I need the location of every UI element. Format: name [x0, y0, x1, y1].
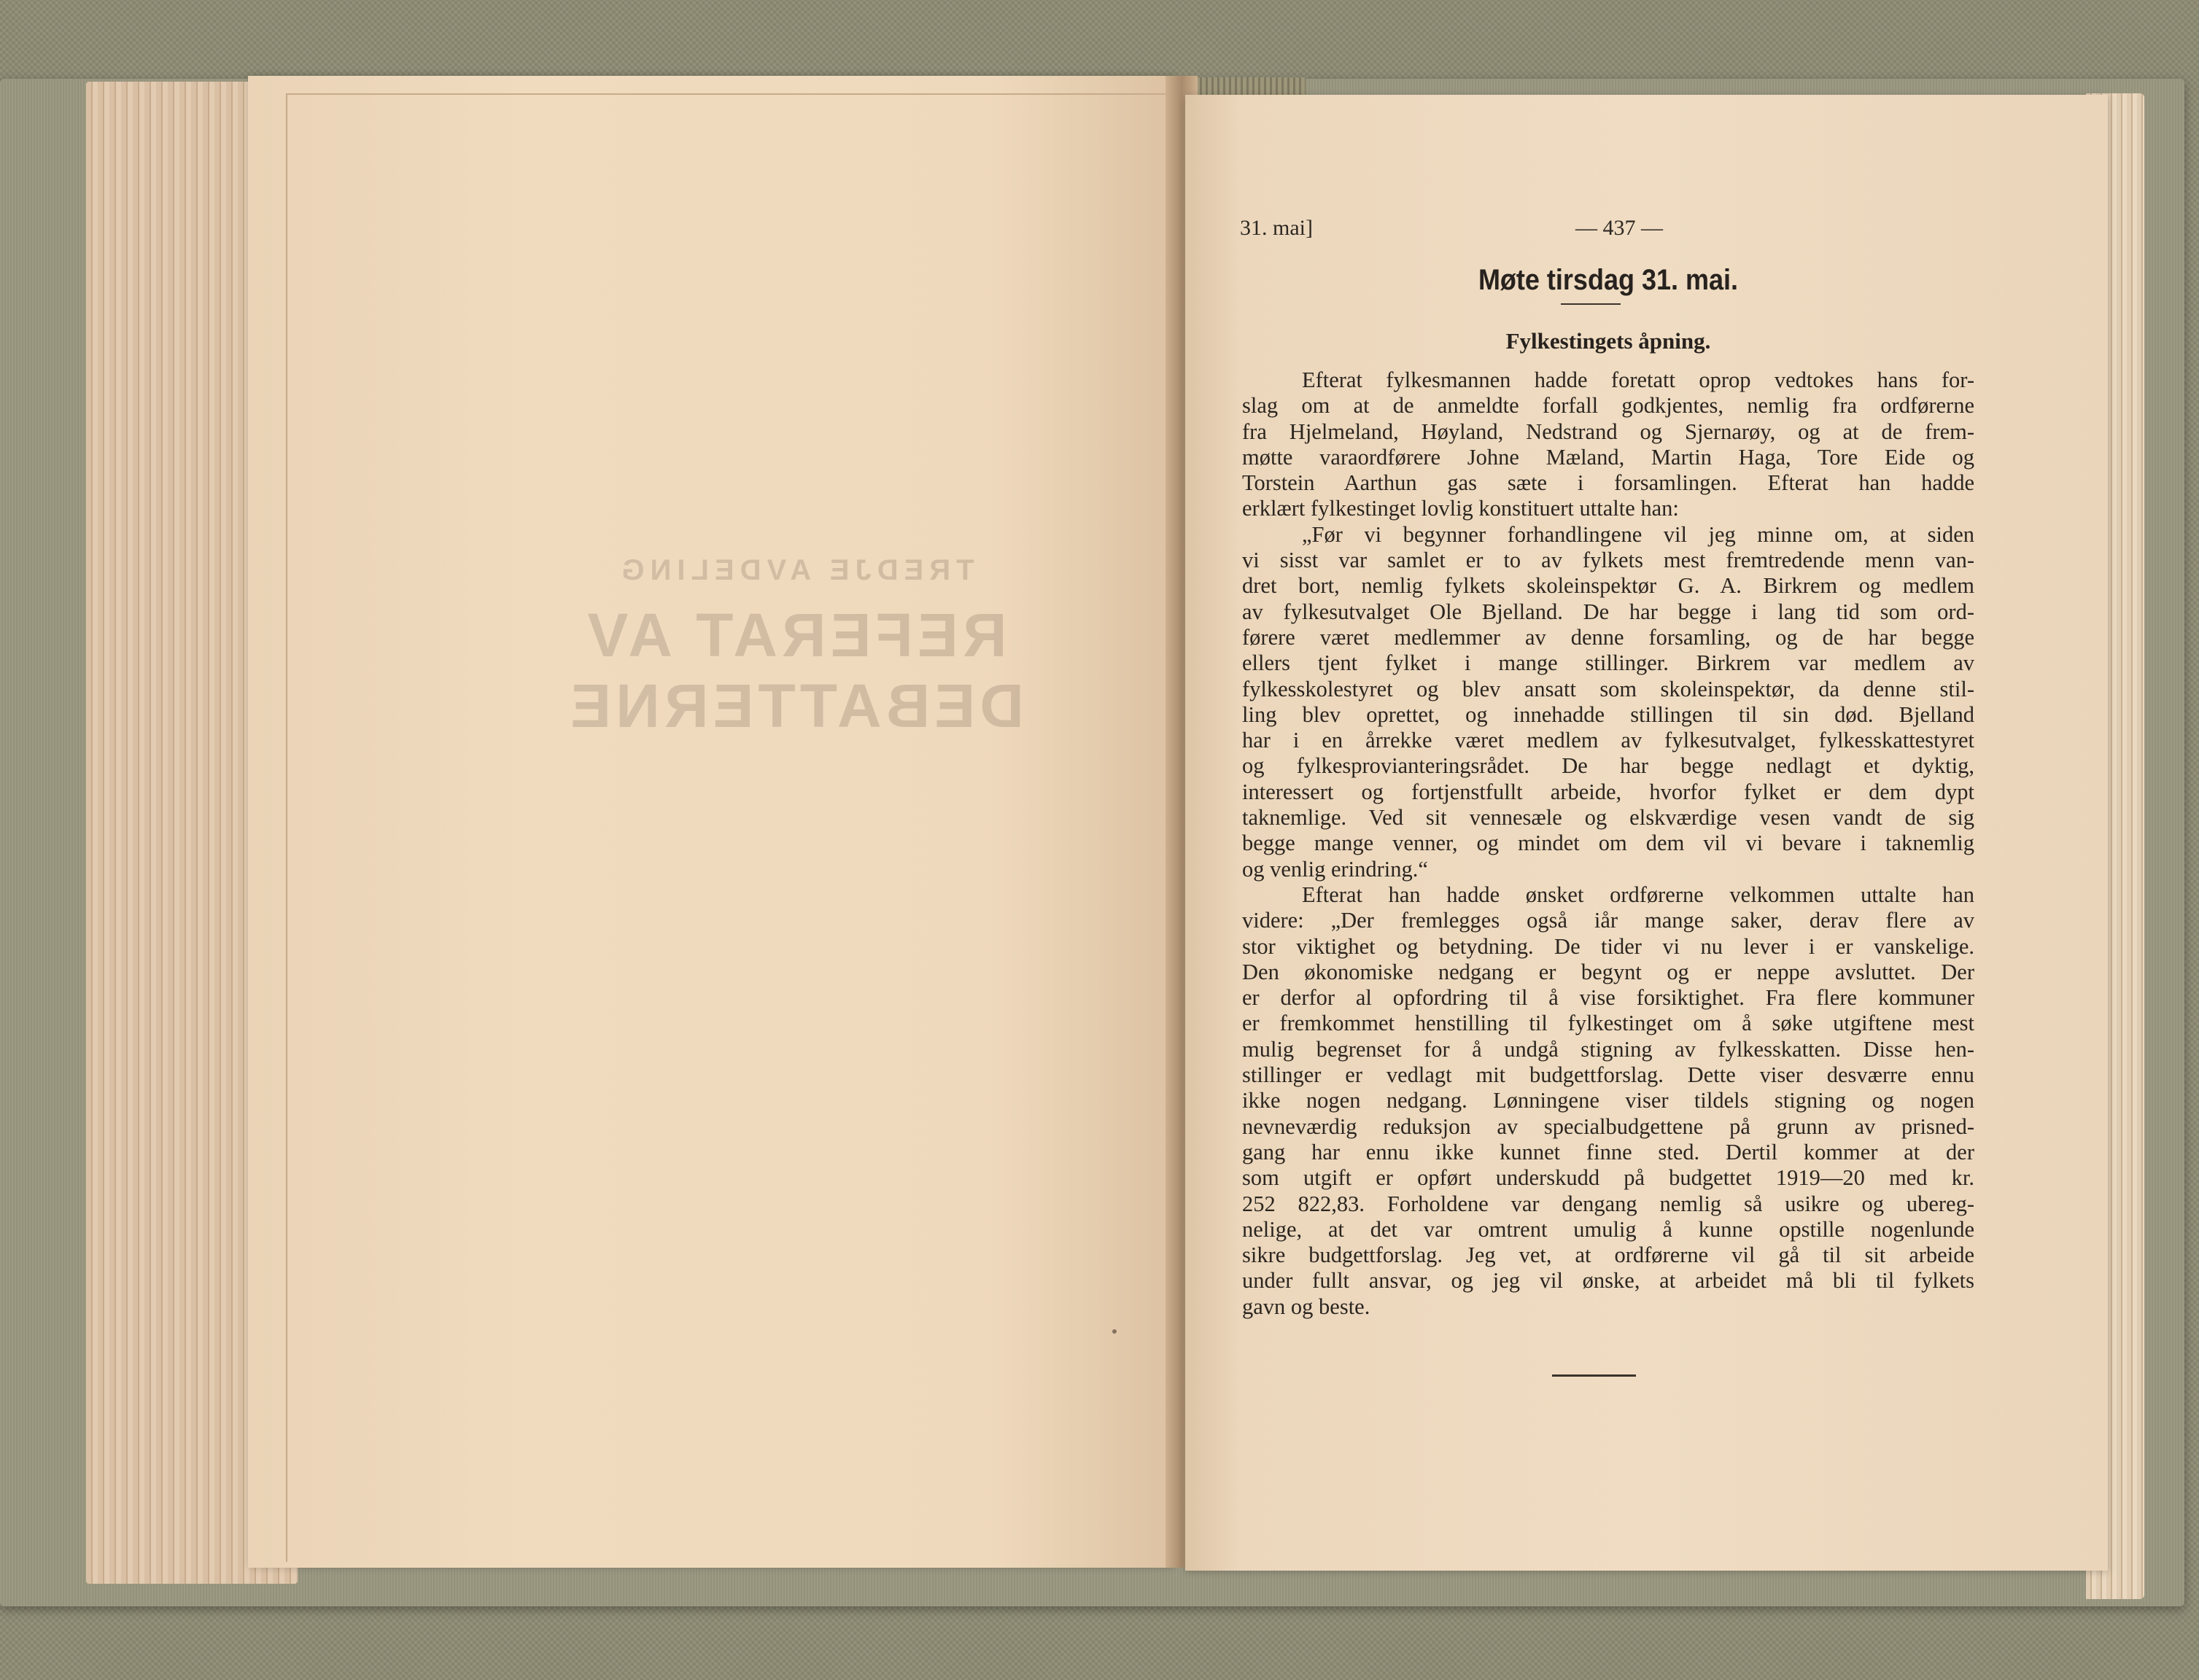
- text-line: ellers tjent fylket i mange stillinger. Birkrem var medlem av: [1242, 650, 1974, 676]
- text-line: stillinger er vedlagt mit budgettforslag. Dette viser desværre ennu: [1242, 1062, 1974, 1088]
- paragraph: [1242, 368, 1974, 522]
- running-head-date: 31. mai]: [1240, 216, 1313, 240]
- text-line: og venlig erindring.“: [1242, 856, 1428, 882]
- paragraph: [1242, 522, 1974, 882]
- text-line: og fylkesprovianteringsrådet. De har begge nedlagt et dyktig,: [1242, 753, 1974, 779]
- text-line: ikke nogen nedgang. Lønningene viser tildels stigning og nogen: [1242, 1088, 1974, 1113]
- text-line: Den økonomiske nedgang er begynt og er neppe avsluttet. Der: [1242, 959, 1974, 984]
- text-line: sikre budgettforslag. Jeg vet, at ordførerne vil gå til sit arbeide: [1242, 1242, 1974, 1268]
- text-line: er fremkommet henstilling til fylkestinget om å søke utgiftene mest: [1242, 1011, 1974, 1036]
- end-rule: [1552, 1374, 1636, 1377]
- text-line: fylkesskolestyret og blev ansatt som skoleinspektør, da denne stil-: [1242, 676, 1974, 701]
- text-line: gavn og beste.: [1242, 1294, 1370, 1319]
- text-line: mulig begrenset for å undgå stigning av fylkesskatten. Disse hen-: [1242, 1036, 1974, 1062]
- text-line: ling blev oprettet, og innehadde stillingen til sin død. Bjelland: [1242, 701, 1974, 727]
- text-line: gang har ennu ikke kunnet finne sted. Dertil kommer at der: [1242, 1139, 1974, 1164]
- text-line: fra Hjelmeland, Høyland, Nedstrand og Sjernarøy, og at de frem-: [1242, 419, 1974, 444]
- text-line: erklært fylkestinget lovlig konstituert uttalte han:: [1242, 496, 1679, 521]
- page-number: — 437 —: [1575, 216, 1663, 240]
- text-line: dret bort, nemlig fylkets skoleinspektør G. A. Birkrem og medlem: [1242, 573, 1974, 599]
- meeting-title: Møte tirsdag 31. mai.: [1478, 264, 1739, 296]
- text-line: begge mange venner, og mindet om dem vil vi bevare i taknemlig: [1242, 831, 1974, 856]
- text-line: Efterat han hadde ønsket ordførerne velkommen uttalte han: [1302, 882, 1974, 907]
- paragraph: [1242, 882, 1974, 1320]
- text-line: „Før vi begynner forhandlingene vil jeg minne om, at siden: [1302, 521, 1974, 547]
- body-text: [1242, 368, 1974, 1320]
- text-line: under fullt ansvar, og jeg vil ønske, at arbeidet må bli til fylkets: [1242, 1268, 1974, 1294]
- bleed-through-text: [503, 554, 1087, 740]
- text-line: slag om at de anmeldte forfall godkjentes, nemlig fra ordførerne: [1242, 393, 1974, 419]
- bleed-through-line-1: TREDJE AVDELING: [616, 554, 974, 586]
- text-line: førere været medlemmer av denne forsamling, og de har begge: [1242, 624, 1974, 650]
- text-line: nevneværdig reduksjon av specialbudgettene på grunn av prisned-: [1242, 1113, 1974, 1139]
- text-line: stor viktighet og betydning. De tider vi nu lever i er vanskelige.: [1242, 933, 1974, 959]
- text-line: interessert og fortjenstfullt arbeide, hvorfor fylket er dem dypt: [1242, 779, 1974, 804]
- text-line: Torstein Aarthun gas sæte i forsamlingen. Efterat han hadde: [1242, 470, 1974, 496]
- text-line: er derfor al opfordring til å vise forsiktighet. Fra flere kommuner: [1242, 985, 1974, 1011]
- left-page-inner-edge: [286, 93, 1183, 1562]
- text-line: Efterat fylkesmannen hadde foretatt oprop vedtokes hans for-: [1302, 368, 1974, 392]
- running-header: [1240, 216, 1977, 248]
- text-line: som utgift er opført underskudd på budgettet 1919—20 med kr.: [1242, 1165, 1974, 1191]
- text-line: vi sisst var samlet er to av fylkets mest fremtredende menn van-: [1242, 548, 1974, 573]
- bleed-through-line-2: REFERAT AV DEBATTERNE: [566, 601, 1024, 740]
- text-line: har i en årrekke været medlem av fylkesutvalget, fylkesskattestyret: [1242, 728, 1974, 753]
- text-line: 252 822,83. Forholdene var dengang nemlig så usikre og ubereg-: [1242, 1191, 1974, 1216]
- text-line: videre: „Der fremlegges også iår mange saker, derav flere av: [1242, 908, 1974, 933]
- text-line: nelige, at det var omtrent umulig å kunne opstille nogenlunde: [1242, 1216, 1974, 1242]
- ink-speck: [1112, 1329, 1117, 1334]
- text-line: av fylkesutvalget Ole Bjelland. De har begge i lang tid som ord-: [1242, 599, 1974, 624]
- text-line: taknemlige. Ved sit vennesæle og elskværdige vesen vandt de sig: [1242, 805, 1974, 831]
- section-heading: Fylkestingets åpning.: [1505, 328, 1711, 354]
- title-rule: [1561, 303, 1621, 305]
- text-line: møtte varaordførere Johne Mæland, Martin Haga, Tore Eide og: [1242, 444, 1974, 470]
